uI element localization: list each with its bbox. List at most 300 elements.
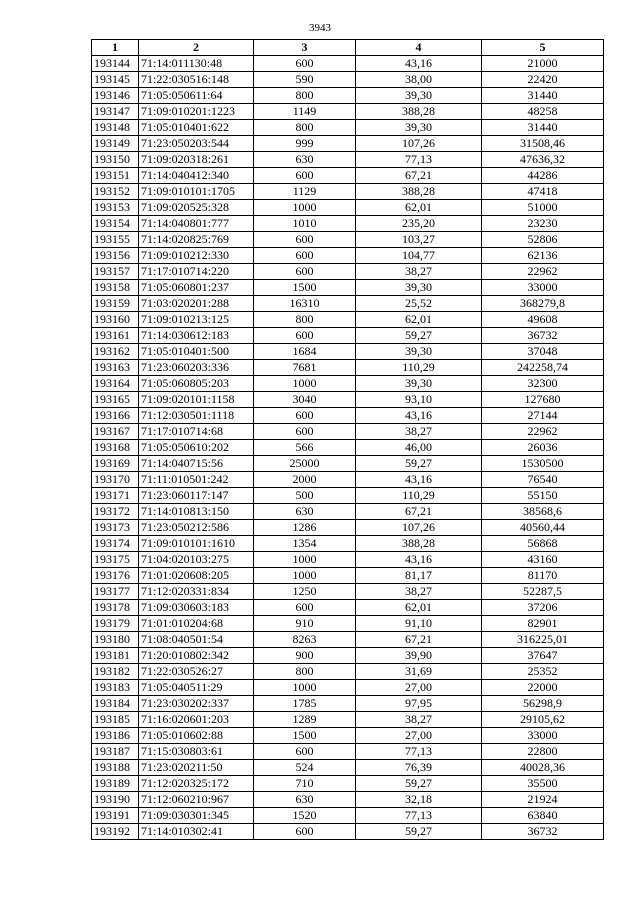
row-number: 193162 [92,344,139,360]
area-value: 1785 [254,696,356,712]
cadastral-number: 71:05:010401:500 [139,344,254,360]
total-value: 51000 [482,200,604,216]
total-value: 368279,8 [482,296,604,312]
cadastral-number: 71:12:030501:1118 [139,408,254,424]
total-value: 40028,36 [482,760,604,776]
total-value: 1530500 [482,456,604,472]
table-row [92,408,604,424]
header-row [92,40,604,56]
area-value: 1354 [254,536,356,552]
rate-value: 388,28 [356,104,482,120]
rate-value: 93,10 [356,392,482,408]
rate-value: 77,13 [356,808,482,824]
cadastral-number: 71:05:060801:237 [139,280,254,296]
total-value: 26036 [482,440,604,456]
total-value: 36732 [482,824,604,840]
total-value: 31508,46 [482,136,604,152]
area-value: 1010 [254,216,356,232]
cadastral-number: 71:09:020101:1158 [139,392,254,408]
row-number: 193165 [92,392,139,408]
total-value: 22962 [482,264,604,280]
total-value: 25352 [482,664,604,680]
rate-value: 43,16 [356,408,482,424]
area-value: 630 [254,504,356,520]
row-number: 193176 [92,568,139,584]
row-number: 193171 [92,488,139,504]
rate-value: 59,27 [356,824,482,840]
cadastral-number: 71:04:020103:275 [139,552,254,568]
area-value: 1129 [254,184,356,200]
row-number: 193158 [92,280,139,296]
total-value: 81170 [482,568,604,584]
rate-value: 43,16 [356,552,482,568]
cadastral-number: 71:09:010101:1705 [139,184,254,200]
rate-value: 31,69 [356,664,482,680]
area-value: 3040 [254,392,356,408]
total-value: 56298,9 [482,696,604,712]
area-value: 8263 [254,632,356,648]
row-number: 193180 [92,632,139,648]
cadastral-number: 71:05:050611:64 [139,88,254,104]
area-value: 2000 [254,472,356,488]
cadastral-number: 71:05:010602:88 [139,728,254,744]
total-value: 36732 [482,328,604,344]
total-value: 21000 [482,56,604,72]
area-value: 600 [254,824,356,840]
row-number: 193185 [92,712,139,728]
total-value: 27144 [482,408,604,424]
area-value: 1000 [254,680,356,696]
cadastral-number: 71:05:050610:202 [139,440,254,456]
table-row [92,552,604,568]
cadastral-number: 71:23:050212:586 [139,520,254,536]
row-number: 193184 [92,696,139,712]
cadastral-number: 71:14:040801:777 [139,216,254,232]
rate-value: 43,16 [356,472,482,488]
total-value: 62136 [482,248,604,264]
column-header-1: 1 [92,40,139,56]
column-header-4: 4 [356,40,482,56]
rate-value: 91,10 [356,616,482,632]
table-row [92,344,604,360]
rate-value: 67,21 [356,504,482,520]
cadastral-number: 71:01:010204:68 [139,616,254,632]
area-value: 800 [254,88,356,104]
table-row [92,168,604,184]
cadastral-number: 71:03:020201:288 [139,296,254,312]
row-number: 193186 [92,728,139,744]
cadastral-number: 71:14:011130:48 [139,56,254,72]
rate-value: 76,39 [356,760,482,776]
table-row [92,56,604,72]
rate-value: 27,00 [356,728,482,744]
rate-value: 110,29 [356,360,482,376]
rate-value: 39,30 [356,280,482,296]
table-row [92,632,604,648]
area-value: 600 [254,56,356,72]
rate-value: 67,21 [356,168,482,184]
rate-value: 110,29 [356,488,482,504]
area-value: 524 [254,760,356,776]
table-row [92,472,604,488]
area-value: 1520 [254,808,356,824]
column-header-3: 3 [254,40,356,56]
total-value: 52287,5 [482,584,604,600]
row-number: 193155 [92,232,139,248]
row-number: 193147 [92,104,139,120]
cadastral-number: 71:16:020601:203 [139,712,254,728]
row-number: 193187 [92,744,139,760]
total-value: 31440 [482,88,604,104]
area-value: 910 [254,616,356,632]
rate-value: 27,00 [356,680,482,696]
table-row [92,664,604,680]
table-row [92,136,604,152]
row-number: 193148 [92,120,139,136]
table-row [92,808,604,824]
table-row [92,376,604,392]
cadastral-number: 71:17:010714:68 [139,424,254,440]
row-number: 193167 [92,424,139,440]
table-row [92,744,604,760]
area-value: 1684 [254,344,356,360]
rate-value: 43,16 [356,56,482,72]
cadastral-number: 71:05:010401:622 [139,120,254,136]
rate-value: 62,01 [356,312,482,328]
table-row [92,424,604,440]
table-row [92,696,604,712]
rate-value: 388,28 [356,536,482,552]
area-value: 800 [254,664,356,680]
row-number: 193166 [92,408,139,424]
rate-value: 39,90 [356,648,482,664]
row-number: 193168 [92,440,139,456]
total-value: 29105,62 [482,712,604,728]
cadastral-number: 71:14:010813:150 [139,504,254,520]
total-value: 47636,32 [482,152,604,168]
table-row [92,232,604,248]
table-row [92,280,604,296]
cadastral-number: 71:23:050203:544 [139,136,254,152]
cadastral-number: 71:09:010201:1223 [139,104,254,120]
rate-value: 104,77 [356,248,482,264]
area-value: 600 [254,408,356,424]
row-number: 193149 [92,136,139,152]
row-number: 193150 [92,152,139,168]
rate-value: 38,00 [356,72,482,88]
area-value: 900 [254,648,356,664]
table-row [92,712,604,728]
row-number: 193152 [92,184,139,200]
column-header-2: 2 [139,40,254,56]
table-row [92,312,604,328]
row-number: 193163 [92,360,139,376]
cadastral-number: 71:14:040412:340 [139,168,254,184]
rate-value: 77,13 [356,744,482,760]
row-number: 193179 [92,616,139,632]
area-value: 1250 [254,584,356,600]
area-value: 1286 [254,520,356,536]
cadastral-number: 71:12:020325:172 [139,776,254,792]
cadastral-number: 71:15:030803:61 [139,744,254,760]
row-number: 193161 [92,328,139,344]
cadastral-number: 71:23:060117:147 [139,488,254,504]
area-value: 800 [254,312,356,328]
cadastral-number: 71:20:010802:342 [139,648,254,664]
cadastral-number: 71:12:020331:834 [139,584,254,600]
total-value: 32300 [482,376,604,392]
area-value: 999 [254,136,356,152]
table-row [92,760,604,776]
row-number: 193159 [92,296,139,312]
cadastral-number: 71:05:040511:29 [139,680,254,696]
row-number: 193175 [92,552,139,568]
rate-value: 25,52 [356,296,482,312]
area-value: 1149 [254,104,356,120]
table-row [92,200,604,216]
table-row [92,568,604,584]
cadastral-number: 71:23:060203:336 [139,360,254,376]
total-value: 40560,44 [482,520,604,536]
area-value: 600 [254,328,356,344]
row-number: 193192 [92,824,139,840]
rate-value: 38,27 [356,584,482,600]
cadastral-number: 71:09:020318:261 [139,152,254,168]
area-value: 630 [254,152,356,168]
total-value: 49608 [482,312,604,328]
row-number: 193172 [92,504,139,520]
rate-value: 59,27 [356,328,482,344]
area-value: 1000 [254,568,356,584]
total-value: 38568,6 [482,504,604,520]
table-row [92,792,604,808]
row-number: 193154 [92,216,139,232]
row-number: 193151 [92,168,139,184]
area-value: 566 [254,440,356,456]
table-row [92,520,604,536]
table-row [92,216,604,232]
cadastral-number: 71:09:010212:330 [139,248,254,264]
table-row [92,360,604,376]
row-number: 193190 [92,792,139,808]
row-number: 193188 [92,760,139,776]
table-row [92,824,604,840]
rate-value: 38,27 [356,424,482,440]
table-row [92,488,604,504]
area-value: 600 [254,744,356,760]
table-row [92,72,604,88]
rate-value: 46,00 [356,440,482,456]
total-value: 242258,74 [482,360,604,376]
total-value: 48258 [482,104,604,120]
rate-value: 62,01 [356,600,482,616]
cadastral-number: 71:23:020211:50 [139,760,254,776]
area-value: 600 [254,264,356,280]
cadastral-number: 71:11:010501:242 [139,472,254,488]
table-row [92,456,604,472]
table-row [92,264,604,280]
row-number: 193170 [92,472,139,488]
area-value: 500 [254,488,356,504]
cadastral-number: 71:09:030301:345 [139,808,254,824]
row-number: 193177 [92,584,139,600]
total-value: 33000 [482,728,604,744]
page-number: 3943 [309,22,331,34]
rate-value: 103,27 [356,232,482,248]
row-number: 193183 [92,680,139,696]
registry-table [91,39,604,840]
total-value: 37048 [482,344,604,360]
row-number: 193145 [92,72,139,88]
rate-value: 235,20 [356,216,482,232]
table-row [92,104,604,120]
area-value: 16310 [254,296,356,312]
table-row [92,776,604,792]
row-number: 193160 [92,312,139,328]
cadastral-number: 71:09:020525:328 [139,200,254,216]
area-value: 630 [254,792,356,808]
table-row [92,536,604,552]
row-number: 193189 [92,776,139,792]
area-value: 800 [254,120,356,136]
total-value: 23230 [482,216,604,232]
cadastral-number: 71:09:030603:183 [139,600,254,616]
area-value: 1500 [254,728,356,744]
rate-value: 62,01 [356,200,482,216]
area-value: 590 [254,72,356,88]
rate-value: 59,27 [356,776,482,792]
total-value: 22800 [482,744,604,760]
cadastral-number: 71:05:060805:203 [139,376,254,392]
area-value: 25000 [254,456,356,472]
table-row [92,328,604,344]
total-value: 22420 [482,72,604,88]
cadastral-number: 71:22:030516:148 [139,72,254,88]
area-value: 1000 [254,376,356,392]
table-row [92,88,604,104]
total-value: 52806 [482,232,604,248]
row-number: 193173 [92,520,139,536]
total-value: 44286 [482,168,604,184]
row-number: 193178 [92,600,139,616]
row-number: 193153 [92,200,139,216]
cadastral-number: 71:17:010714:220 [139,264,254,280]
cadastral-number: 71:22:030526:27 [139,664,254,680]
row-number: 193181 [92,648,139,664]
rate-value: 38,27 [356,712,482,728]
row-number: 193144 [92,56,139,72]
row-number: 193156 [92,248,139,264]
area-value: 1289 [254,712,356,728]
total-value: 22962 [482,424,604,440]
rate-value: 388,28 [356,184,482,200]
rate-value: 38,27 [356,264,482,280]
total-value: 82901 [482,616,604,632]
area-value: 600 [254,600,356,616]
table-row [92,184,604,200]
total-value: 316225,01 [482,632,604,648]
area-value: 600 [254,168,356,184]
table-row [92,504,604,520]
table-row [92,680,604,696]
total-value: 47418 [482,184,604,200]
cadastral-number: 71:09:010101:1610 [139,536,254,552]
cadastral-number: 71:23:030202:337 [139,696,254,712]
row-number: 193146 [92,88,139,104]
total-value: 37647 [482,648,604,664]
row-number: 193191 [92,808,139,824]
row-number: 193174 [92,536,139,552]
rate-value: 81,17 [356,568,482,584]
cadastral-number: 71:14:020825:769 [139,232,254,248]
table-row [92,440,604,456]
area-value: 600 [254,248,356,264]
cadastral-number: 71:08:040501:54 [139,632,254,648]
table-row [92,648,604,664]
area-value: 600 [254,232,356,248]
cadastral-number: 71:14:040715:56 [139,456,254,472]
total-value: 22000 [482,680,604,696]
rate-value: 32,18 [356,792,482,808]
area-value: 710 [254,776,356,792]
total-value: 55150 [482,488,604,504]
table-row [92,152,604,168]
cadastral-number: 71:14:030612:183 [139,328,254,344]
table-row [92,248,604,264]
total-value: 43160 [482,552,604,568]
area-value: 1500 [254,280,356,296]
area-value: 600 [254,424,356,440]
table-row [92,296,604,312]
area-value: 1000 [254,552,356,568]
total-value: 127680 [482,392,604,408]
table-row [92,120,604,136]
row-number: 193169 [92,456,139,472]
rate-value: 39,30 [356,376,482,392]
rate-value: 39,30 [356,88,482,104]
table-row [92,600,604,616]
area-value: 1000 [254,200,356,216]
rate-value: 107,26 [356,520,482,536]
rate-value: 107,26 [356,136,482,152]
total-value: 63840 [482,808,604,824]
total-value: 35500 [482,776,604,792]
table-row [92,728,604,744]
cadastral-number: 71:12:060210:967 [139,792,254,808]
rate-value: 39,30 [356,120,482,136]
total-value: 37206 [482,600,604,616]
table-row [92,616,604,632]
total-value: 76540 [482,472,604,488]
rate-value: 77,13 [356,152,482,168]
table-row [92,584,604,600]
row-number: 193182 [92,664,139,680]
cadastral-number: 71:01:020608:205 [139,568,254,584]
rate-value: 67,21 [356,632,482,648]
row-number: 193164 [92,376,139,392]
row-number: 193157 [92,264,139,280]
total-value: 33000 [482,280,604,296]
rate-value: 39,30 [356,344,482,360]
total-value: 31440 [482,120,604,136]
rate-value: 59,27 [356,456,482,472]
table-row [92,392,604,408]
cadastral-number: 71:09:010213:125 [139,312,254,328]
area-value: 7681 [254,360,356,376]
total-value: 56868 [482,536,604,552]
total-value: 21924 [482,792,604,808]
rate-value: 97,95 [356,696,482,712]
